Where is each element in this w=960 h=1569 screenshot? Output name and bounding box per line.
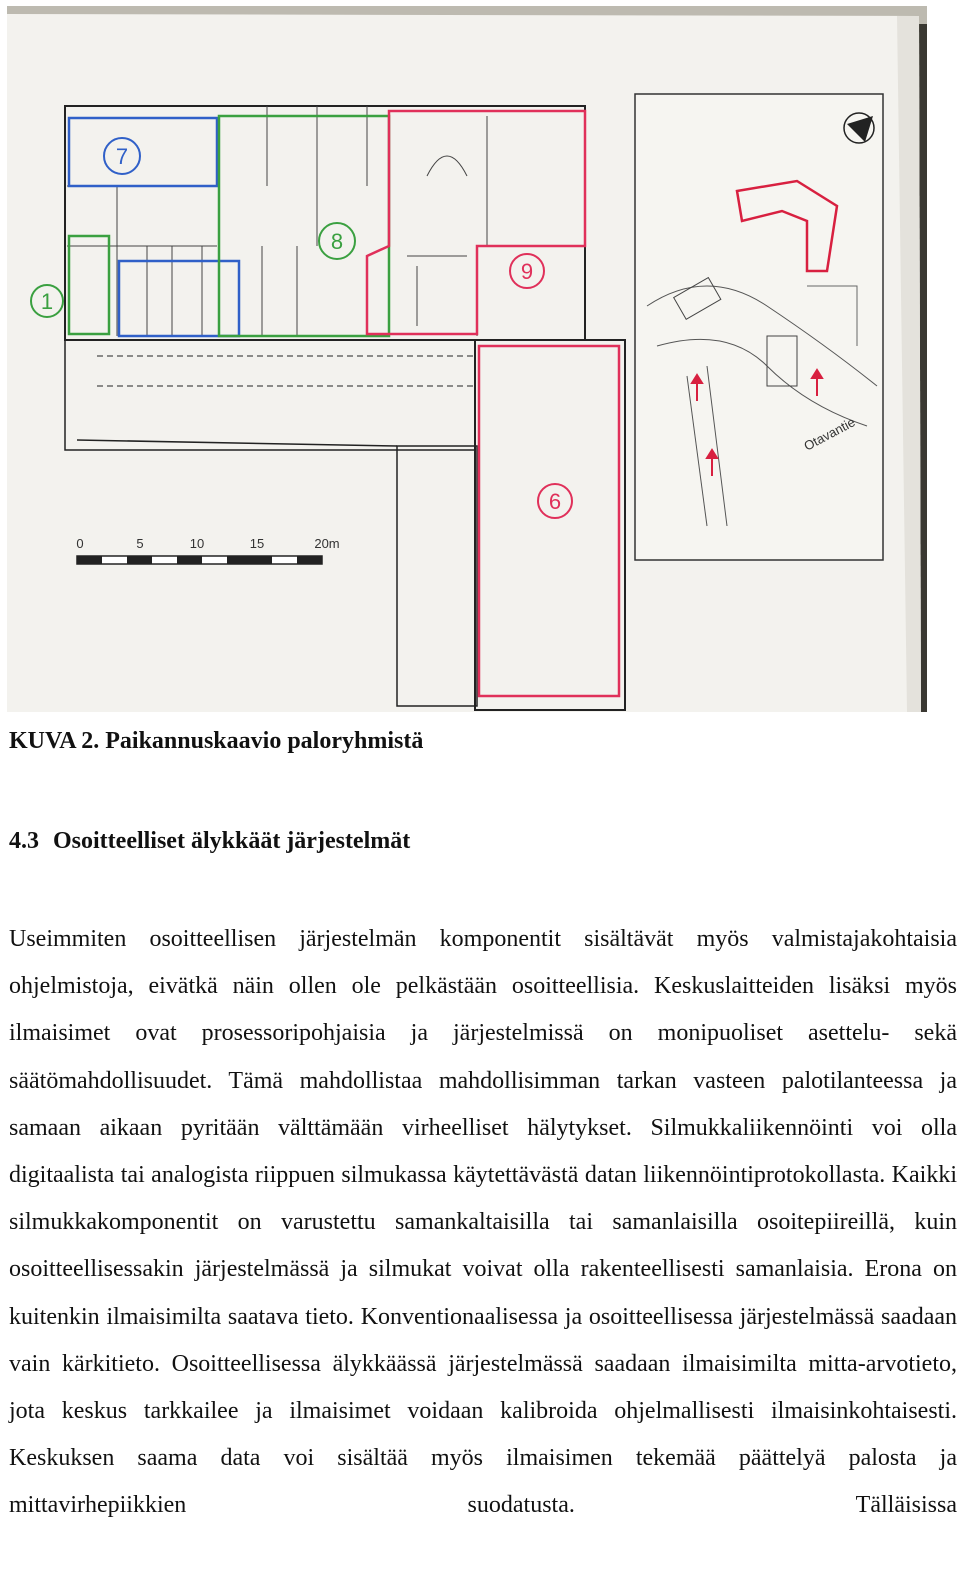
site-map: [635, 94, 883, 560]
figure-caption: KUVA 2. Paikannuskaavio paloryhmistä: [9, 728, 424, 754]
zone-label-7: 7: [115, 144, 129, 169]
scale-tick-15: 15: [249, 536, 265, 551]
scale-tick-0: 0: [76, 536, 84, 551]
section-title: Osoitteelliset älykkäät järjestelmät: [53, 828, 411, 854]
section-heading: [9, 828, 410, 855]
zone-label-9: 9: [520, 259, 534, 284]
section-number: 4.3: [9, 828, 39, 854]
street-name-label: Otavantie: [801, 414, 858, 454]
scale-tick-20m: 20m: [314, 536, 340, 551]
zone-label-1: 1: [40, 289, 54, 314]
scale-tick-10: 10: [189, 536, 205, 551]
scale-tick-5: 5: [136, 536, 144, 551]
zone-label-6: 6: [548, 489, 562, 514]
body-paragraph: Useimmiten osoitteellisen järjestelmän komponentit sisältävät myös valmistajakohtaisia ohjelmistoja, eivätkä näin ollen ole pelkästään osoitteellisia. Keskuslaitteiden lisäksi myös ilmaisimet ovat prosessoripohjaisia ja järjestelmissä on monipuoliset asettelu- sekä säätömahdollisuudet. Tämä mahdollistaa mahdollisimman tarkan vasteen palotilanteessa ja samaan aikaan pyritään välttämään virheelliset hälytykset. Silmukkaliikennöinti voi olla digitaalista tai analogista riippuen silmukassa käytettävästä datan liikennöintiprotokollasta. Kaikki silmukkakomponentit on varustettu samankaltaisilla tai samanlaisilla osoitepiireillä, kuin osoitteellisessakin järjestelmässä ja silmukat voivat olla rakenteellisesti samanlaisia. Erona on kuitenkin ilmaisimilta saatava tieto. Konventionaalisessa ja osoitteellisessa järjestelmässä saadaan vain kärkitieto. Osoitteellisessa älykkäässä järjestelmässä saadaan ilmaisimilta mitta-arvotieto, jota keskus tarkkailee ja ilmaisimet voidaan kalibroida ohjelmallisesti ilmaisinkohtaisesti. Keskuksen saama data voi sisältää myös ilmaisimen tekemää päättelyä palosta ja mittavirhepiikkien suodatusta. Tälläisissa: [9, 926, 957, 1519]
zone-label-8: 8: [330, 229, 344, 254]
floor-plan-photo: [7, 6, 927, 712]
